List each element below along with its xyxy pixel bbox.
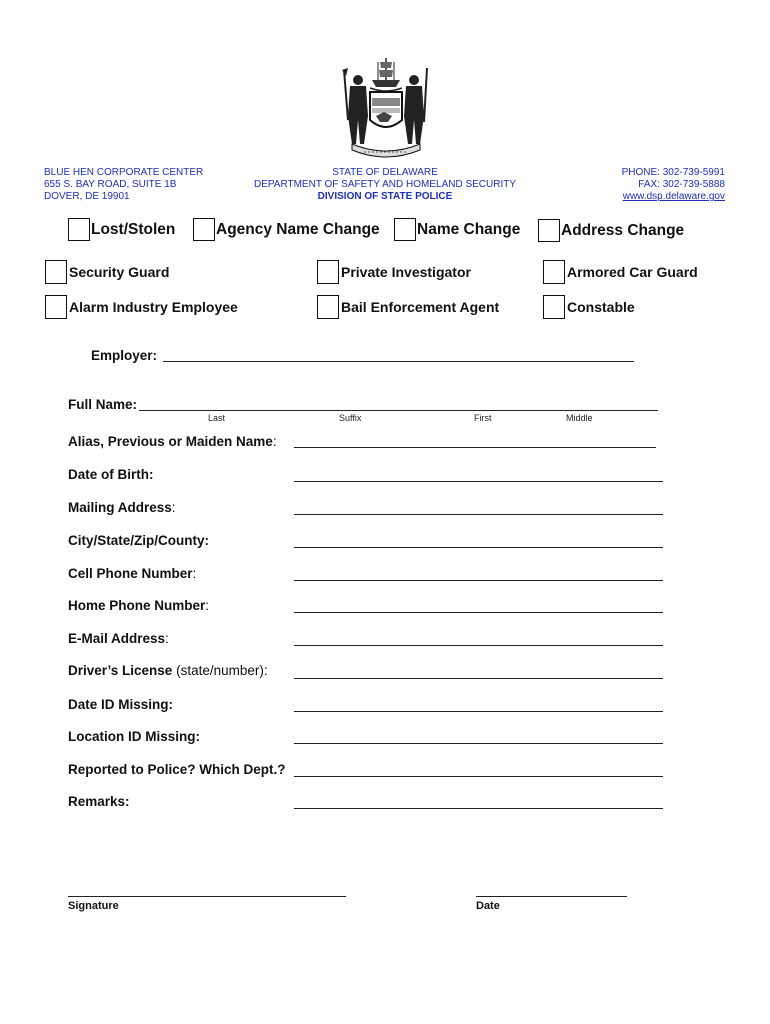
remarks-label: Remarks:: [68, 794, 130, 809]
suffix-caption: Suffix: [339, 413, 362, 423]
checkbox-label: Agency Name Change: [216, 220, 380, 238]
date-id-missing-field[interactable]: [294, 711, 663, 712]
division-name: DIVISION OF STATE POLICE: [317, 191, 453, 202]
checkbox-label: Bail Enforcement Agent: [341, 299, 500, 315]
checkbox-label: Security Guard: [69, 264, 170, 280]
state-name: STATE OF DELAWARE: [332, 167, 438, 178]
fax-number: FAX: 302-739-5888: [638, 179, 725, 190]
dob-field[interactable]: [294, 481, 663, 482]
checkbox-name-change[interactable]: [394, 218, 520, 241]
checkbox-private-investigator[interactable]: [317, 260, 471, 284]
checkbox-label: Constable: [567, 299, 635, 315]
remarks-field[interactable]: [294, 808, 663, 809]
checkbox-alarm-industry-employee[interactable]: [45, 295, 238, 319]
checkbox-box[interactable]: [45, 260, 67, 284]
home-phone-field[interactable]: [294, 612, 663, 613]
checkbox-label: Address Change: [561, 221, 685, 239]
reported-to-police-label: Reported to Police? Which Dept.?: [68, 762, 286, 777]
date-label: Date: [476, 900, 500, 912]
checkbox-box[interactable]: [68, 218, 90, 241]
middle-name-caption: Middle: [566, 413, 593, 423]
address-line-2: 655 S. BAY ROAD, SUITE 1B: [44, 179, 177, 190]
checkbox-constable[interactable]: [543, 295, 635, 319]
checkbox-label: Lost/Stolen: [91, 220, 176, 238]
agency-contact: [520, 167, 725, 203]
checkbox-box[interactable]: [538, 219, 560, 242]
signature-field[interactable]: [68, 896, 346, 897]
checkbox-box[interactable]: [45, 295, 67, 319]
checkbox-box[interactable]: [317, 295, 339, 319]
checkbox-label: Armored Car Guard: [567, 264, 698, 280]
employer-field[interactable]: [163, 361, 634, 362]
last-name-caption: Last: [208, 413, 226, 423]
email-label: E-Mail Address:: [68, 631, 169, 646]
phone-number: PHONE: 302-739-5991: [621, 167, 725, 178]
checkbox-label: Name Change: [417, 220, 521, 238]
department-name: DEPARTMENT OF SAFETY AND HOMELAND SECURITY: [253, 179, 517, 190]
full-name-field[interactable]: [139, 410, 658, 411]
location-id-missing-label: Location ID Missing:: [68, 729, 201, 744]
home-phone-label: Home Phone Number:: [68, 598, 210, 613]
email-field[interactable]: [294, 645, 663, 646]
checkbox-agency-name-change[interactable]: [193, 218, 380, 241]
website-link[interactable]: www.dsp.delaware.gov: [622, 191, 725, 202]
date-field[interactable]: [476, 896, 627, 897]
employer-label: Employer:: [91, 348, 158, 363]
checkbox-box[interactable]: [543, 260, 565, 284]
checkbox-label: Alarm Industry Employee: [69, 299, 238, 315]
alias-label: Alias, Previous or Maiden Name:: [68, 434, 277, 449]
cell-phone-field[interactable]: [294, 580, 663, 581]
location-id-missing-field[interactable]: [294, 743, 663, 744]
checkbox-security-guard[interactable]: [45, 260, 169, 284]
checkbox-box[interactable]: [317, 260, 339, 284]
mailing-address-field[interactable]: [294, 514, 663, 515]
checkbox-address-change[interactable]: [538, 219, 684, 242]
alias-field[interactable]: [294, 447, 656, 448]
address-line-1: BLUE HEN CORPORATE CENTER: [44, 167, 204, 178]
city-state-zip-label: City/State/Zip/County:: [68, 533, 209, 548]
delaware-state-seal-icon: [334, 50, 438, 166]
address-line-3: DOVER, DE 19901: [44, 191, 130, 202]
checkbox-box[interactable]: [394, 218, 416, 241]
first-name-caption: First: [474, 413, 492, 423]
agency-name: [230, 167, 540, 203]
mailing-address-label: Mailing Address:: [68, 500, 176, 515]
city-state-zip-field[interactable]: [294, 547, 663, 548]
full-name-label: Full Name:: [68, 397, 138, 412]
checkbox-lost-stolen[interactable]: [68, 218, 175, 241]
checkbox-armored-car-guard[interactable]: [543, 260, 698, 284]
dob-label: Date of Birth:: [68, 467, 154, 482]
checkbox-label: Private Investigator: [341, 264, 471, 280]
drivers-license-field[interactable]: [294, 678, 663, 679]
reported-to-police-field[interactable]: [294, 776, 663, 777]
cell-phone-label: Cell Phone Number:: [68, 566, 197, 581]
checkbox-bail-enforcement-agent[interactable]: [317, 295, 499, 319]
date-id-missing-label: Date ID Missing:: [68, 697, 174, 712]
drivers-license-label: Driver’s License (state/number):: [68, 663, 268, 678]
checkbox-box[interactable]: [193, 218, 215, 241]
checkbox-box[interactable]: [543, 295, 565, 319]
signature-label: Signature: [68, 900, 119, 912]
